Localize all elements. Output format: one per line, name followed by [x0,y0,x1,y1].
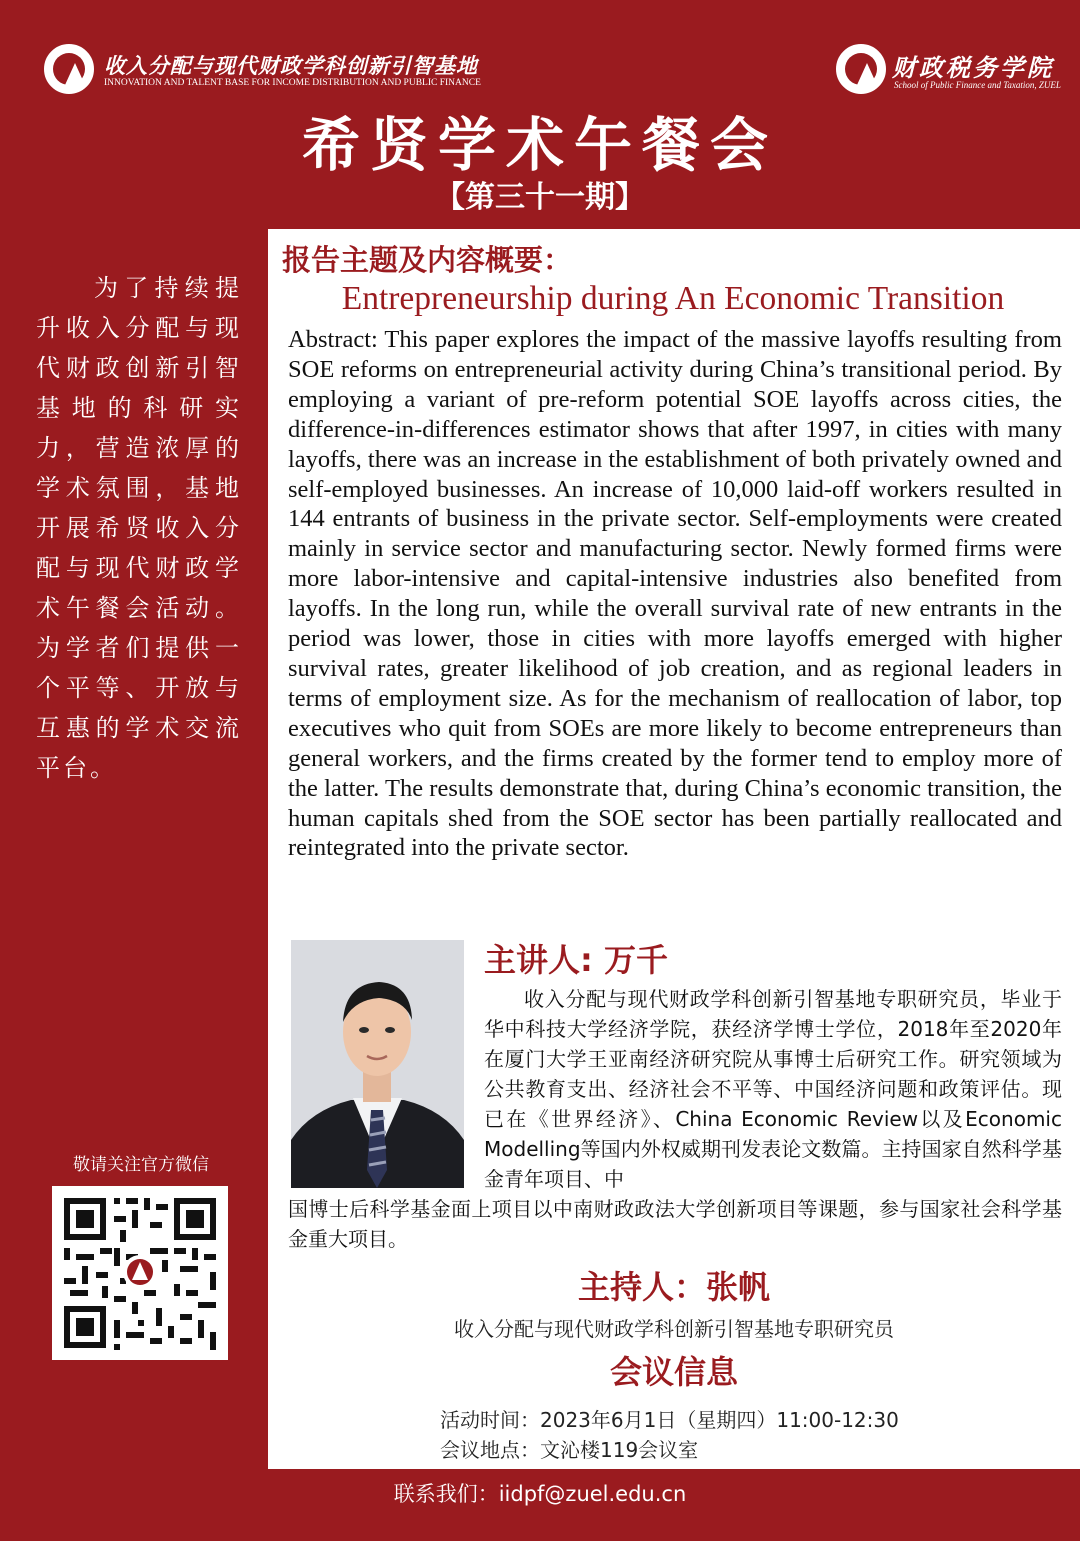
school-name-en: School of Public Finance and Taxation, ZUEL [894,80,1061,90]
school-seal-icon [836,44,886,94]
wechat-label: 敬请关注官方微信 [73,1155,209,1175]
event-title: 希贤学术午餐会 [301,111,778,179]
issue-number: 【第三十一期】 [435,180,645,215]
speaker-bio-continued: 国博士后科学基金面上项目以中南财政政法大学创新项目等课题，参与国家社会科学基金重大项目。 [288,1197,1062,1251]
base-seal-icon [44,44,94,94]
school-logo [834,40,1061,96]
base-name-cn: 收入分配与现代财政学科创新引智基地 [104,53,478,78]
speaker-heading: 主讲人: 万千 [484,941,668,979]
school-name-cn: 财政税务学院 [892,53,1054,82]
host-heading: 主持人：张帆 [577,1268,770,1306]
report-heading: 报告主题及内容概要： [282,243,573,277]
wechat-qr-code[interactable] [52,1186,228,1360]
base-name-en: INNOVATION AND TALENT BASE FOR INCOME DISTRIBUTION AND PUBLIC FINANCE [104,78,481,88]
meeting-heading: 会议信息 [609,1353,738,1391]
meeting-location: 会议地点：文沁楼119会议室 [440,1438,699,1462]
qr-code-icon [52,1186,228,1360]
paper-title: Entrepreneurship during An Economic Transition [341,280,1005,317]
contact-email[interactable]: 联系我们：iidpf@zuel.edu.cn [393,1482,687,1506]
speaker-photo [291,940,464,1188]
speaker-bio: 收入分配与现代财政学科创新引智基地专职研究员，毕业于华中科技大学经济学院，获经济学博士学位，2018年至2020年在厦门大学王亚南经济研究院从事博士后研究工作。研究领域为公共教育支出、经济社会不平等、中国经济问题和政策评估。现已在《世界经济》、China Economic Review以及Economic Modelling等国内外权威期刊发表论文数篇。主持国家自然科学基金青年项目、中 [484,987,1062,1191]
meeting-time: 活动时间：2023年6月1日（星期四）11:00-12:30 [440,1408,899,1432]
host-title: 收入分配与现代财政学科创新引智基地专职研究员 [454,1317,894,1341]
event-intro: 为了持续提升收入分配与现代财政创新引智基地的科研实力，营造浓厚的学术氛围，基地开展希贤收入分配与现代财政学术午餐会活动。为学者们提供一个平等、开放与互惠的学术交流平台。 [36,274,242,782]
paper-abstract: Abstract: This paper explores the impact of the massive layoffs resulting from SOE reforms on entrepreneurial activity during China’s transitional period. By employing a variant of pre-reform potential SOE layoffs across cities, the difference-in-differences estimator shows that after 1997, in cities with many layoffs, there was an increase in the establishment of both privately owned and self-employed businesses. An increase of 10,000 laid-off workers resulted in 144 entrants of business in the private sector. Self-employments were created mainly in service sector and manufacturing sector. Newly formed firms were more labor-intensive and capital-intensive industries also benefited from layoffs. In the long run, while the overall survival rate of new entrants in the period was lower, those in cities with more layoffs emerged with higher survival rates, greater likelihood of job creation, and as regional leaders in terms of employment size. As for the mechanism of reallocation of labor, top executives who quit from SOEs are more likely to become entrepreneurs than general workers, and the firms created by the former tend to employ more of the latter. The results demonstrate that, during China’s economic transition, the human capitals shed from the SOE sector has been partially reallocated and reintegrated into the private sector. [288,326,1062,862]
base-logo [40,40,480,96]
